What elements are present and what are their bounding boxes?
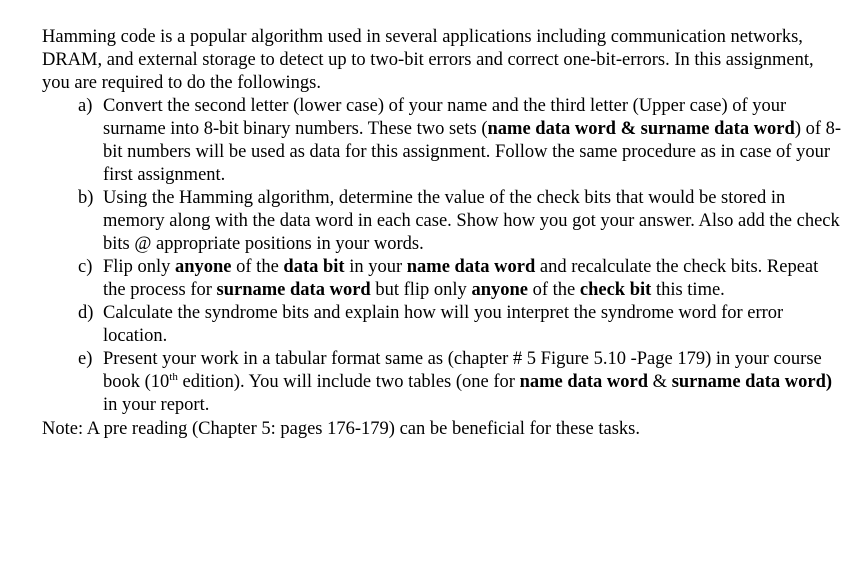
task-text-segment: Flip only — [103, 257, 175, 277]
task-text-segment: of the — [527, 280, 580, 300]
task-marker: b) — [78, 188, 94, 208]
task-text-segment: but flip only — [370, 280, 472, 300]
assignment-text — [42, 26, 842, 441]
task-item-d — [42, 302, 842, 348]
bold-text: name data word — [406, 257, 536, 277]
bold-text: surname data word) — [671, 372, 833, 392]
bold-text: name data word & surname data word — [487, 119, 795, 139]
task-text-segment: and recalculate the check bits. Repeat the process for — [103, 257, 819, 300]
task-item-a — [42, 95, 842, 187]
bold-text: check bit — [579, 280, 652, 300]
task-text-segment: in your report. — [103, 395, 210, 415]
task-marker: a) — [78, 96, 93, 116]
task-marker: d) — [78, 303, 94, 323]
task-marker: c) — [78, 257, 93, 277]
superscript-text: th — [169, 371, 178, 383]
task-text-segment: Convert the second letter (lower case) of your name and the third letter (Upper case) of your surname into 8-bit binary numbers. These two sets ( — [103, 96, 787, 139]
task-marker: e) — [78, 349, 93, 369]
note-paragraph: Note: A pre reading (Chapter 5: pages 176-179) can be beneficial for these tasks. — [42, 419, 640, 439]
task-text — [103, 188, 840, 254]
bold-text: name data word — [519, 372, 649, 392]
task-text-segment: edition). You will include two tables (one for — [177, 372, 520, 392]
bold-text: data bit — [283, 257, 345, 277]
task-text — [103, 349, 832, 415]
task-text-segment: & — [648, 372, 672, 392]
bold-text: surname data word — [216, 280, 371, 300]
task-text-segment: ) of 8-bit numbers will be used as data for this assignment. Follow the same procedure as in case of your first assignment. — [103, 119, 842, 185]
task-text-segment: Calculate the syndrome bits and explain how will you interpret the syndrome word for error location. — [103, 303, 784, 346]
task-text-segment: in your — [344, 257, 407, 277]
task-list — [42, 95, 842, 417]
bold-text: anyone — [174, 257, 232, 277]
task-item-e — [42, 348, 842, 417]
task-text-segment: this time. — [651, 280, 725, 300]
task-text-segment: of the — [231, 257, 284, 277]
task-text — [103, 257, 818, 300]
task-text — [103, 303, 783, 346]
bold-text: anyone — [471, 280, 528, 300]
task-text-segment: Present your work in a tabular format same as (chapter # 5 Figure 5.10 -Page 179) in your course book (10 — [103, 349, 822, 392]
task-item-c — [42, 256, 842, 302]
task-item-b — [42, 187, 842, 256]
task-text — [103, 96, 841, 185]
intro-paragraph: Hamming code is a popular algorithm used in several applications including communication networks, DRAM, and external storage to detect up to two-bit errors and correct one-bit-errors. In this assignment, you are required to do the followings. — [42, 27, 814, 93]
task-text-segment: Using the Hamming algorithm, determine the value of the check bits that would be stored in memory along with the data word in each case. Show how you got your answer. Also add the check bits @ appropriate positions in your words. — [103, 188, 840, 254]
